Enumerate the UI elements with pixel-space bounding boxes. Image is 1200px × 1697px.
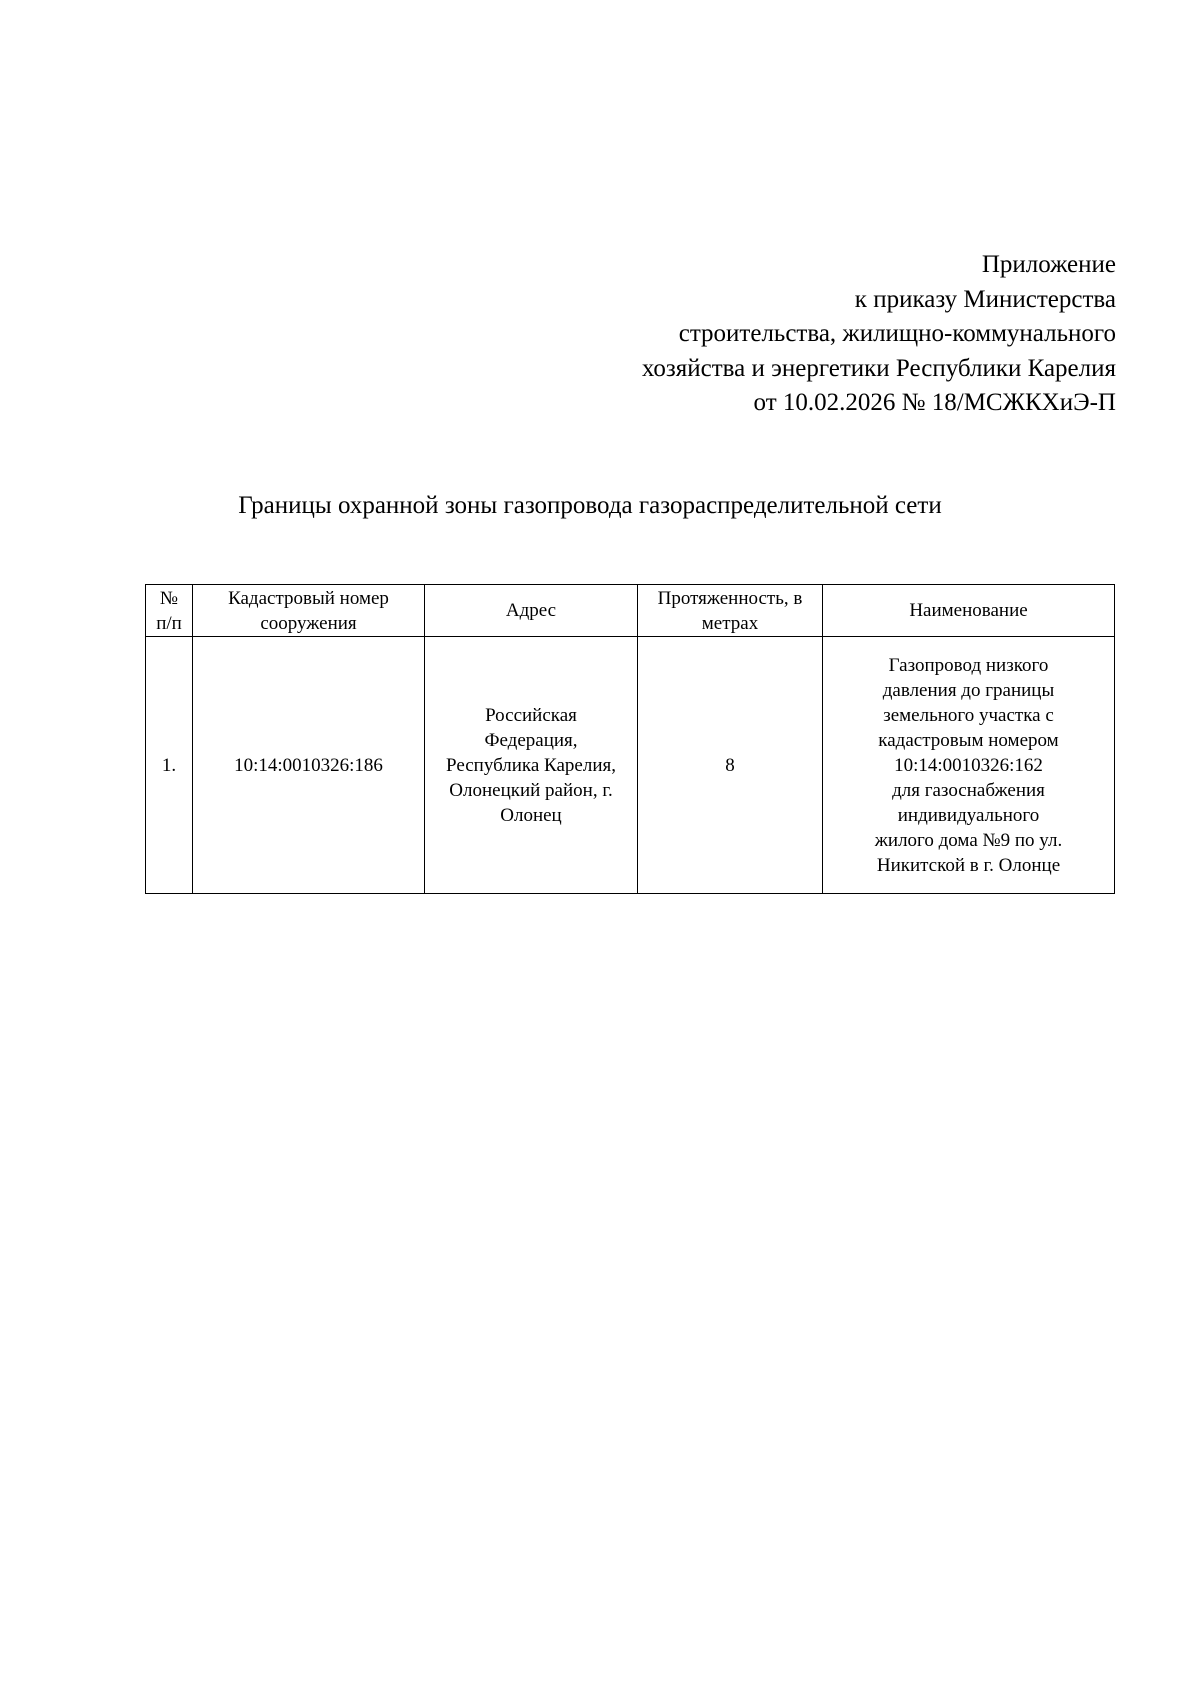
table-header-row bbox=[146, 585, 1115, 637]
appendix-header bbox=[416, 248, 1116, 421]
cell-cadastral-number: 10:14:0010326:186 bbox=[193, 637, 425, 894]
table-body bbox=[146, 637, 1115, 894]
cell-name: Газопровод низкого давления до границы земельного участка с кадастровым номером 10:14:0010326:162 для газоснабжения индивидуального жилого дома №9 по ул. Никитской в г. Олонце bbox=[823, 637, 1115, 894]
appendix-line: хозяйства и энергетики Республики Карелия bbox=[641, 354, 1116, 382]
table-row bbox=[146, 637, 1115, 894]
document-title: Границы охранной зоны газопровода газораспределительной сети bbox=[238, 492, 942, 519]
header-length: Протяженность, в метрах bbox=[638, 585, 823, 637]
cell-number: 1. bbox=[146, 637, 193, 894]
appendix-line: к приказу Министерства bbox=[854, 285, 1116, 313]
table-header bbox=[146, 585, 1115, 637]
header-address: Адрес bbox=[425, 585, 638, 637]
header-cadastral-number: Кадастровый номер сооружения bbox=[193, 585, 425, 637]
header-name: Наименование bbox=[823, 585, 1115, 637]
appendix-line: строительства, жилищно-коммунального bbox=[678, 320, 1116, 347]
header-number: № п/п bbox=[146, 585, 193, 637]
appendix-line: Приложение bbox=[981, 251, 1116, 278]
zone-table bbox=[145, 584, 1115, 894]
appendix-line: от 10.02.2026 № 18/МСЖКХиЭ-П bbox=[753, 389, 1116, 416]
cell-address: Российская Федерация, Республика Карелия, Олонецкий район, г. Олонец bbox=[425, 637, 638, 894]
cell-length: 8 bbox=[638, 637, 823, 894]
